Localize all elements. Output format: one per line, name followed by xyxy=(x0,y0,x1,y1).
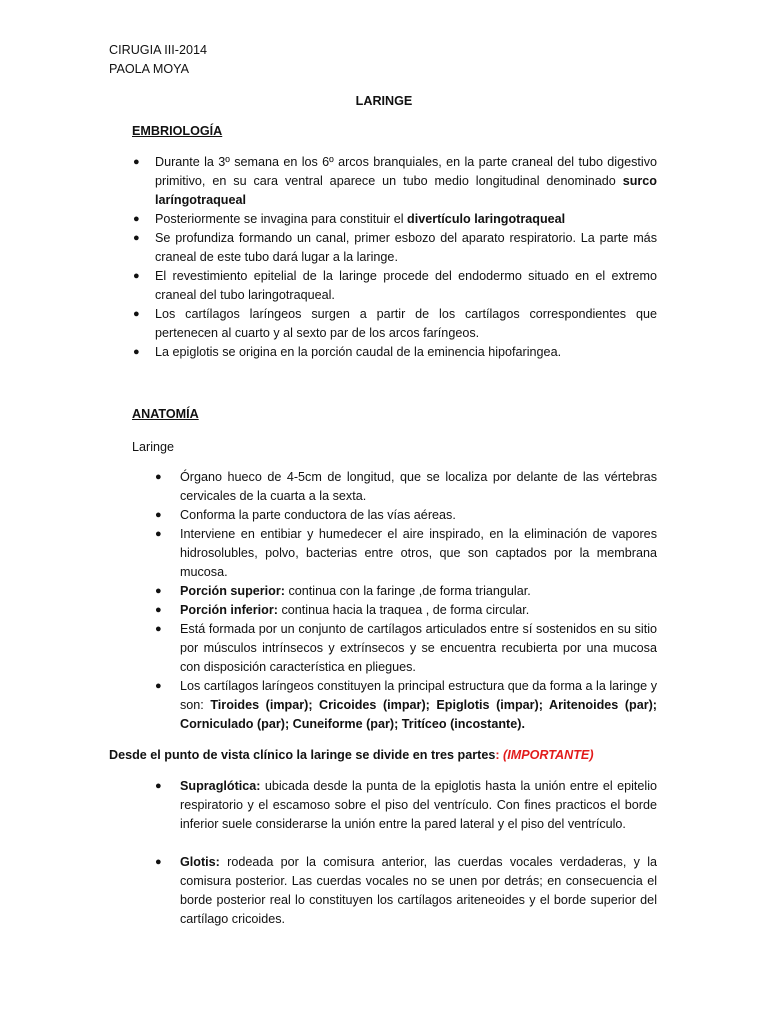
bullet-icon: ● xyxy=(155,604,162,616)
section-heading-anatomia: ANATOMÍA xyxy=(132,407,199,421)
embriologia-list xyxy=(133,153,657,362)
list-item: ● La epiglotis se origina en la porción caudal de la eminencia hipofaringea. xyxy=(155,343,657,362)
list-item: ● El revestimiento epitelial de la laringe procede del endodermo situado en el extremo craneal del tubo laringotraqueal. xyxy=(133,269,657,302)
clinical-division-intro: Desde el punto de vista clínico la laringe se divide en tres partes: (IMPORTANTE) xyxy=(109,748,594,762)
list-item: ● Está formada por un conjunto de cartílagos articulados entre sí sostenidos en su sitio por músculos intrínsecos y extrínsecos y se encuentra recubierta por una mucosa con disposición característica en pliegues. xyxy=(155,622,657,674)
important-note: (IMPORTANTE) xyxy=(503,748,594,762)
header-author: PAOLA MOYA xyxy=(109,62,190,76)
list-item: ● Porción superior: continua con la faringe ,de forma triangular. xyxy=(180,582,657,601)
section-heading-embriologia: EMBRIOLOGÍA xyxy=(132,124,223,138)
list-item: ● Glotis: rodeada por la comisura anterior, las cuerdas vocales verdaderas, y la comisura posterior. Las cuerdas vocales no se unen por detrás; en consecuencia el borde posterior real lo constituyen los cartílagos ariteneoides y el borde superior del cartílago cricoides. xyxy=(155,855,657,926)
list-item: ● Supraglótica: ubicada desde la punta de la epiglotis hasta la unión entre el epitelio respiratorio y el escamoso sobre el piso del ventrículo. Con fines practicos el borde inferior suele considerarse la unión entre la pared lateral y el piso del ventrículo. xyxy=(155,779,657,831)
list-item: ● Interviene en entibiar y humedecer el aire inspirado, en la eliminación de vapores hidrosolubles, polvo, bacterias entre otros, que son captados por la membrana mucosa. xyxy=(155,527,657,579)
bullet-icon: ● xyxy=(155,471,162,483)
bullet-icon: ● xyxy=(155,509,162,521)
list-item: ● Conforma la parte conductora de las vías aéreas. xyxy=(180,506,657,525)
bullet-icon: ● xyxy=(155,780,162,792)
bullet-icon: ● xyxy=(133,346,140,358)
list-item: ● Los cartílagos laríngeos surgen a partir de los cartílagos correspondientes que pertenecen al cuarto y al sexto par de los arcos faríngeos. xyxy=(133,307,657,340)
bullet-icon: ● xyxy=(133,213,140,225)
clinica-list xyxy=(155,777,657,929)
list-item: ● Posteriormente se invagina para constituir el divertículo laringotraqueal xyxy=(155,210,657,229)
bullet-icon: ● xyxy=(133,308,140,320)
bullet-icon: ● xyxy=(155,528,162,540)
bullet-icon: ● xyxy=(155,680,162,692)
list-item: ● Porción inferior: continua hacia la traquea , de forma circular. xyxy=(180,601,657,620)
page-title: LARINGE xyxy=(355,94,413,108)
bullet-icon: ● xyxy=(133,232,140,244)
list-item: ● Órgano hueco de 4-5cm de longitud, que se localiza por delante de las vértebras cervicales de la cuarta a la sexta. xyxy=(155,470,657,503)
subsection-label: Laringe xyxy=(132,440,175,454)
bullet-icon: ● xyxy=(133,156,140,168)
anatomia-list xyxy=(155,468,657,734)
bullet-icon: ● xyxy=(155,856,162,868)
header-course: CIRUGIA III-2014 xyxy=(109,43,207,57)
list-item: ● Se profundiza formando un canal, primer esbozo del aparato respiratorio. La parte más craneal de este tubo dará lugar a la laringe. xyxy=(133,231,657,264)
bullet-icon: ● xyxy=(133,270,140,282)
bullet-icon: ● xyxy=(155,623,162,635)
list-item: ● Durante la 3º semana en los 6º arcos branquiales, en la parte craneal del tubo digestivo primitivo, en su cara ventral aparece un tubo medio longitudinal denominado surco laríngotraqueal xyxy=(133,155,657,207)
list-item: ● Los cartílagos laríngeos constituyen la principal estructura que da forma a la laringe y son: Tiroides (impar); Cricoides (impar); Epiglotis (impar); Aritenoides (par); Corniculado (par); Cuneiforme (par); Tritíceo (incostante). xyxy=(155,679,657,731)
bullet-icon: ● xyxy=(155,585,162,597)
